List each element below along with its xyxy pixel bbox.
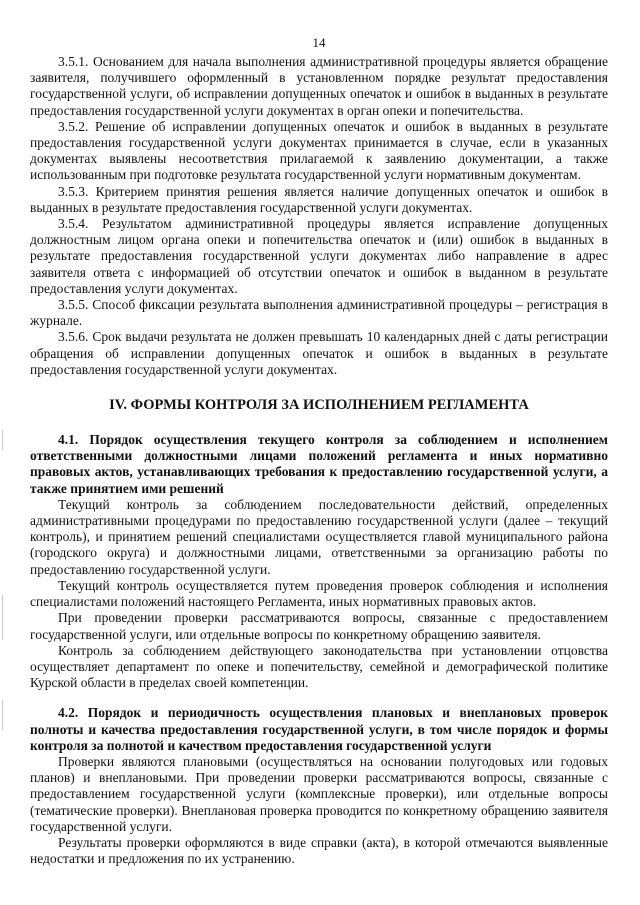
paragraph-4-2-b: Результаты проверки оформляются в виде справки (акта), в которой отмечаются выявленные недостатки и предложения по их устранению.: [30, 834, 608, 867]
paragraph-3-5-3: 3.5.3. Критерием принятия решения является наличие допущенных опечаток и ошибок в выданных в результате предоставления государственной услуги документах.: [30, 183, 608, 215]
paragraph-4-1-d: Контроль за соблюдением действующего законодательства при установлении отцовства осуществляет департамент по опеке и попечительству, семейной и демографической политике Курской области в пределах своей компетенции.: [30, 642, 608, 691]
section-heading: IV. ФОРМЫ КОНТРОЛЯ ЗА ИСПОЛНЕНИЕМ РЕГЛАМЕНТА: [109, 397, 529, 414]
paragraph-3-5-6: 3.5.6. Срок выдачи результата не должен превышать 10 календарных дней с даты регистрации обращения об исправлении допущенных опечаток и ошибок в выданных в результате предоставления государственной услуги документах.: [30, 329, 608, 377]
paragraph-4-1-a: Текущий контроль за соблюдением последовательности действий, определенных административными процедурами по предоставлению государственной услуги (далее – текущий контроль), и принятием решений специалистами осуществляется главой муниципального района (городского округа) и должностными лицами, ответственными за организацию работы по предоставлению государственной услуги.: [30, 496, 608, 577]
paragraph-3-5-5: 3.5.5. Способ фиксации результата выполнения административной процедуры – регистрация в журнале.: [30, 297, 608, 329]
paragraph-3-5-4: 3.5.4. Результатом административной процедуры является исправление допущенных должностным лицом органа опеки и попечительства опечаток и (или) ошибок в выданных в результате предоставления государственной услуги документах либо направление в адрес заявителя ответа с информацией об отсутствии опечаток и ошибок в выданном в результате предоставления услуги документах.: [30, 216, 608, 296]
paragraph-4-2-a: Проверки являются плановыми (осуществляться на основании полугодовых или годовых планов) и внеплановыми. При проведении проверки рассматриваются вопросы, связанные с предоставлением государственной услуги (комплексные проверки), или отдельные вопросы (тематические проверки). Внеплановая проверка проводится по конкретному обращению заявителя государственной услуги.: [30, 753, 608, 834]
paragraph-3-5-2: 3.5.2. Решение об исправлении допущенных опечаток и ошибок в выданных в результате предоставления государственной услуги документах принимается в случае, если в указанных документах выявлены несоответствия прилагаемой к заявлению документации, а также использованным при подготовке результата государственной услуги нормативным документам.: [30, 118, 608, 183]
scan-edge-line: [2, 430, 3, 450]
document-page: [30, 36, 608, 867]
paragraph-3-5-1: 3.5.1. Основанием для начала выполнения административной процедуры является обращение заявителя, получившего оформленный в установленном порядке результат предоставления государственной услуги, об исправлении допущенных опечаток и ошибок в выданных в результате предоставления государственной услуги документах в орган опеки и попечительства.: [30, 54, 608, 118]
subsection-heading-4-2: 4.2. Порядок и периодичность осуществления плановых и внеплановых проверок полноты и качества предоставления государственной услуги, в том числе порядок и формы контроля за полнотой и качеством предоставления государственной услуги: [30, 705, 608, 753]
paragraph-4-1-c: При проведении проверки рассматриваются вопросы, связанные с предоставлением государственной услуги, или отдельные вопросы по конкретному обращению заявителя.: [30, 610, 608, 642]
paragraph-4-1-b: Текущий контроль осуществляется путем проведения проверок соблюдения и исполнения специалистами положений настоящего Регламента, иных нормативных правовых актов.: [30, 577, 608, 610]
scan-edge-line: [2, 595, 3, 640]
spacer: [30, 691, 608, 705]
scan-edge-line: [2, 700, 3, 730]
page-number: 14: [312, 35, 326, 50]
subsection-heading-4-1: 4.1. Порядок осуществления текущего контроля за соблюдением и исполнением ответственными должностными лицами положений регламента и иных нормативно правовых актов, устанавливающих требования к предоставлению государственной услуги, а также принятием ими решений: [30, 432, 608, 496]
